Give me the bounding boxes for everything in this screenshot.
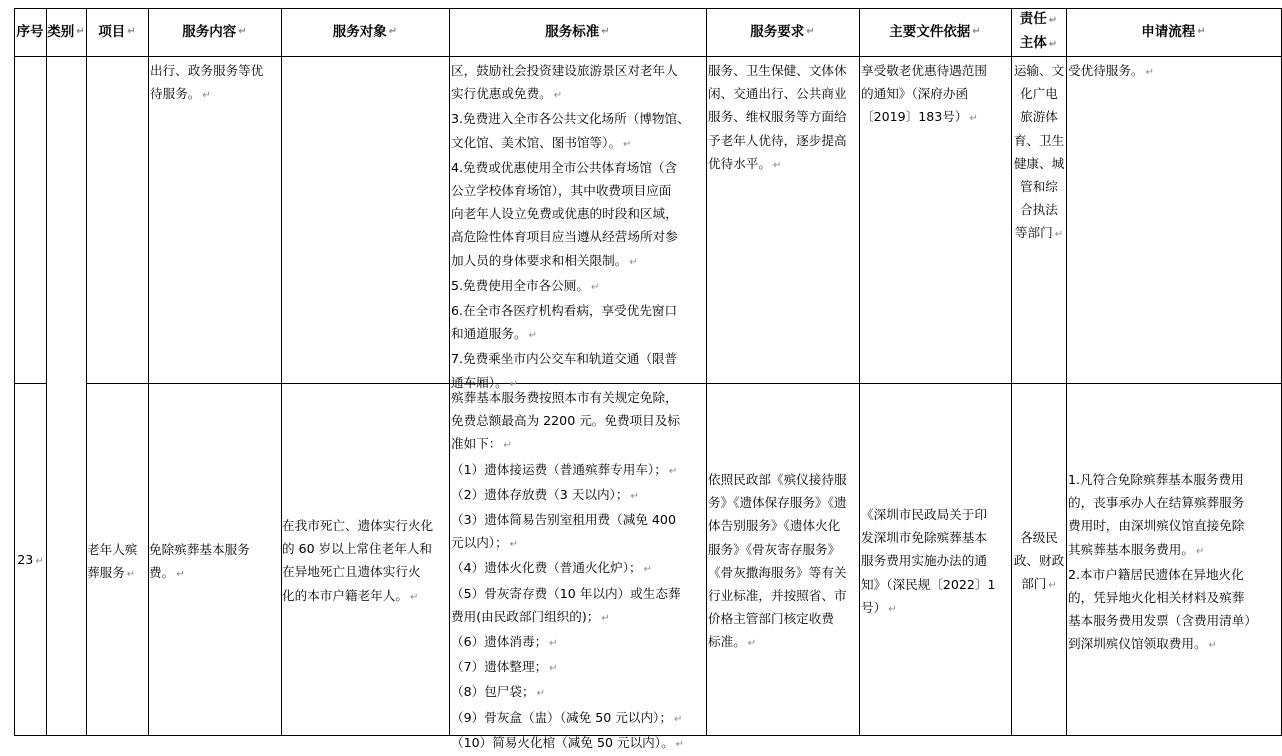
row23-standard: 殡葬基本服务费按照本市有关规定免除， 免费总额最高为 2200 元。免费项目及标 准如下： ↵ （1）遗体接运费（普通殡葬专用车）； ↵ （2）遗体存放费（3 天以内）； ↵ （3）遗体简易告别室租用费（减免 400 元以内）； ↵ （4）遗体火化费（普通火化炉）； ↵ （5）骨灰寄存费（10 年以内）或生态葬 费用(由民政部门组织的)； ↵ （6）遗体消毒； ↵ （7）遗体整理； ↵ （8）包尸袋； ↵ （9）骨灰盒（盅）（减免 50 元以内）； ↵ （10）简易火化棺（减免 50 元以内）。 ↵ [451,390,685,750]
column-divider [46,8,47,736]
prev-standard: 区，鼓励社会投资建设旅游景区对老年人 实行优惠或免费。 ↵ 3.免费进入全市各公共文化场所（博物馆、 文化馆、美术馆、图书馆等）。 ↵ 4.免费或优惠使用全市公共体育场馆（含 公立学校体育场馆），其中收费项目应面 向老年人设立免费或优惠的时段和区域， 高危险性体育项目应当遵从经营场所对参 加人员的身体要求和相关限制。 ↵ 5.免费使用全市各公厕。 ↵ 6.在全市各医疗机构看病，享受优先窗口 和通道服务。 ↵ 7.免费乘坐市内公交车和轨道交通（限普 通车厢）。 ↵ [451,63,690,390]
prev-basis: 享受敬老优惠待遇范围 的通知》（深府办函 〔2019〕183号） ↵ [861,63,987,125]
header-standard: 服务标准 ↵ [545,24,610,40]
column-divider [706,8,707,736]
row23-requirement: 依照民政部《殡仪接待服 务》《遗体保存服务》《遗 体告别服务》《遗体火化 服务》《骨灰寄存服务》 《骨灰撒海服务》等有关 行业标准，并按照省、市 价格主管部门核定收费 标准。 ↵ [708,472,847,650]
header-divider [14,56,1282,57]
row23-item: 老年人殡 葬服务 ↵ [87,542,138,581]
header-seq: 序号 [16,24,44,40]
header-target: 服务对象 ↵ [332,24,398,40]
column-divider [1066,8,1067,736]
prev-process: 受优待服务。 ↵ [1068,63,1154,78]
column-divider [148,8,149,736]
row23-basis: 《深圳市民政局关于印 发深圳市免除殡葬基本 服务费用实施办法的通 知》（深民规〔2022〕1 号） ↵ [861,507,996,615]
row23-process: 1.凡符合免除殡葬基本服务费用 的，丧事承办人在结算殡葬服务 费用时，由深圳殡仪馆直接免除 其殡葬基本服务费用。 ↵ 2.本市户籍居民遗体在异地火化 的，凭异地火化相关材料及殡葬 基本服务费用发票（含费用清单） 到深圳殡仪馆领取费用。 ↵ [1068,472,1257,652]
row23-responsible: 各级民 政、财政 部门 ↵ [1013,530,1065,592]
header-requirement: 服务要求 ↵ [750,24,815,40]
header-category: 类别 ↵ [47,24,85,40]
row23-content: 免除殡葬基本服务 费。 ↵ [149,542,250,581]
prev-responsible: 运输、文 化广电 旅游体 育、卫生 健康、城 管和综 合执法 等部门 ↵ [1013,63,1065,241]
column-divider [86,8,87,736]
header-responsible: 责任 ↵ 主体 ↵ [1019,11,1058,51]
header-content: 服务内容 ↵ [182,24,247,40]
header-basis: 主要文件依据 ↵ [889,24,981,40]
row23-seq: 23 ↵ [17,552,44,567]
table-border-left [14,8,15,736]
column-divider [859,8,860,736]
header-process: 申请流程 ↵ [1141,24,1206,40]
row23-target: 在我市死亡、遗体实行火化 的 60 岁以上常住老年人和 在异地死亡且遗体实行火 化的本市户籍老年人。 ↵ [282,518,434,603]
prev-requirement: 服务、卫生保健、文体休 闲、交通出行、公共商业 服务、维权服务等方面给 予老年人优待，逐步提高 优待水平。 ↵ [708,63,847,171]
column-divider [449,8,450,736]
prev-content: 出行、政务服务等优 待服务。 ↵ [150,63,264,102]
row-divider [14,383,46,384]
column-divider [281,8,282,736]
header-item: 项目 ↵ [98,24,136,40]
